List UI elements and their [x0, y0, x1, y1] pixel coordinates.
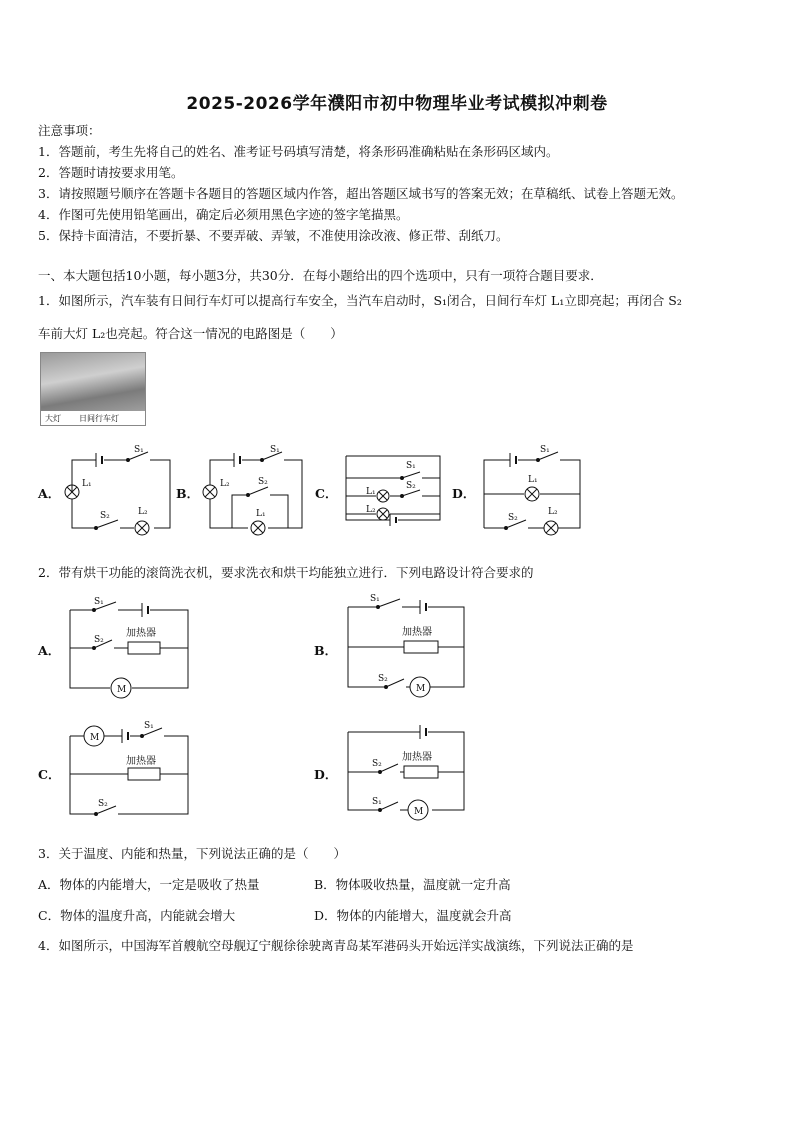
question-3-text: 3．关于温度、内能和热量，下列说法正确的是（ ）: [38, 846, 346, 861]
question-4-text: 4．如图所示，中国海军首艘航空母舰辽宁舰徐徐驶离青岛某军港码头开始远洋实战演练，下列说法正确的是: [38, 938, 634, 953]
photo-label-headlight: 大灯: [45, 414, 61, 423]
notice-item: 4．作图可先使用铅笔画出，确定后必须用黑色字迹的签字笔描黑。: [38, 207, 409, 222]
question-3-option-d: D．物体的内能增大，温度就会升高: [314, 908, 512, 923]
label-s1: S₁: [94, 597, 104, 607]
circuit-1b: [198, 440, 310, 540]
circuit-1c: [340, 448, 448, 528]
label-l2: L₂: [366, 505, 376, 515]
notice-item: 2．答题时请按要求用笔。: [38, 165, 184, 180]
circuit-2a: [62, 596, 196, 696]
option-d-label: D．: [314, 767, 338, 782]
circuit-2b: [340, 593, 470, 693]
notice-item: 1．答题前，考生先将自己的姓名、准考证号码填写清楚，将条形码准确粘贴在条形码区域内。: [38, 144, 559, 159]
option-d-label: D．: [452, 486, 476, 501]
label-motor: M: [117, 685, 127, 695]
notice-item: 5．保持卡面清洁，不要折暴、不要弄破、弄皱，不准使用涂改液、修正带、刮纸刀。: [38, 228, 509, 243]
question-1-text: 1．如图所示，汽车装有日间行车灯可以提高行车安全，当汽车启动时，S₁闭合，日间行车灯 L₁立即亮起；再闭合 S₂: [38, 293, 682, 308]
label-l1: L₁: [82, 479, 92, 489]
label-s1: S₁: [144, 721, 154, 731]
question-1-text: 车前大灯 L₂也亮起。符合这一情况的电路图是（ ）: [38, 326, 343, 341]
option-c-label: C．: [38, 767, 61, 782]
circuit-1a: [60, 440, 172, 540]
option-c-label: C．: [315, 486, 338, 501]
notice-heading: 注意事项：: [38, 123, 101, 138]
label-l1: L₁: [528, 475, 538, 485]
label-s2: S₂: [372, 759, 382, 769]
label-motor: M: [414, 807, 424, 817]
label-motor: M: [416, 684, 426, 694]
option-b-label: B．: [176, 486, 200, 501]
label-s2: S₂: [406, 481, 416, 491]
circuit-1d: [478, 440, 590, 540]
label-l2: L₂: [548, 507, 558, 517]
label-s1: S₁: [134, 445, 144, 455]
label-s2: S₂: [98, 799, 108, 809]
label-heater: 加热器: [126, 628, 156, 639]
label-l1: L₁: [366, 487, 376, 497]
notice-item: 3．请按照题号顺序在答题卡各题目的答题区域内作答，超出答题区域书写的答案无效；在草稿纸、试卷上答题无效。: [38, 186, 684, 201]
circuit-2c: [62, 718, 196, 822]
label-l2: L₂: [138, 507, 148, 517]
label-heater: 加热器: [126, 756, 156, 767]
circuit-2d: [340, 720, 470, 824]
section-heading: 一、本大题包括10小题，每小题3分，共30分．在每小题给出的四个选项中，只有一项符合题目要求．: [38, 268, 603, 283]
label-s1: S₁: [372, 797, 382, 807]
option-b-label: B．: [314, 643, 338, 658]
label-s1: S₁: [540, 445, 550, 455]
label-s2: S₂: [258, 477, 268, 487]
label-l2: L₂: [220, 479, 230, 489]
label-s2: S₂: [508, 513, 518, 523]
label-heater: 加热器: [402, 752, 432, 763]
label-heater: 加热器: [402, 627, 432, 638]
label-s2: S₂: [94, 635, 104, 645]
car-photo: [40, 352, 146, 426]
label-l1: L₁: [256, 509, 266, 519]
label-s1: S₁: [270, 445, 280, 455]
label-motor: M: [90, 733, 100, 743]
option-a-label: A．: [38, 643, 61, 658]
photo-label-daylight: 日间行车灯: [79, 414, 119, 423]
label-s2: S₂: [100, 511, 110, 521]
question-3-option-a: A．物体的内能增大，一定是吸收了热量: [38, 877, 260, 892]
label-s1: S₁: [370, 594, 380, 604]
question-2-text: 2．带有烘干功能的滚筒洗衣机，要求洗衣和烘干均能独立进行．下列电路设计符合要求的: [38, 565, 534, 580]
label-s2: S₂: [378, 674, 388, 684]
label-s1: S₁: [406, 461, 416, 471]
question-3-option-b: B．物体吸收热量，温度就一定升高: [314, 877, 511, 892]
question-3-option-c: C．物体的温度升高，内能就会增大: [38, 908, 236, 923]
page-title: 2025-2026学年濮阳市初中物理毕业考试模拟冲刺卷: [186, 94, 608, 114]
option-a-label: A．: [38, 486, 61, 501]
